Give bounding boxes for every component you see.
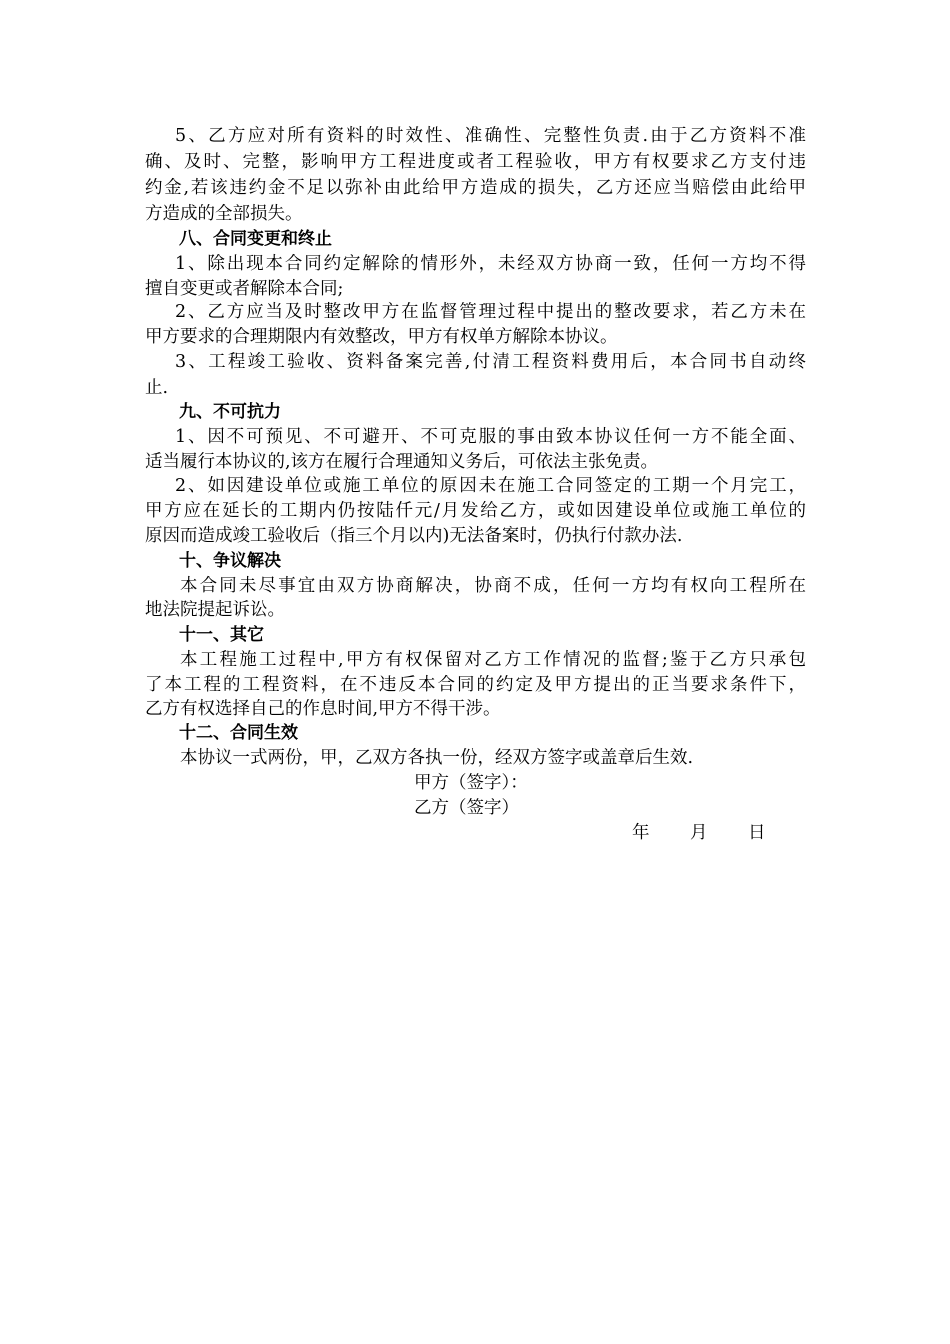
sec7-item5-line1: 5、乙方应对所有资料的时效性、准确性、完整性负责.由于乙方资料不准 xyxy=(175,126,806,146)
sec8-item3-line2: 止. xyxy=(145,378,169,398)
section12-heading: 十二、合同生效 xyxy=(179,723,298,743)
sec11-line1: 本工程施工过程中,甲方有权保留对乙方工作情况的监督;鉴于乙方只承包 xyxy=(180,650,806,670)
section9-heading: 九、不可抗力 xyxy=(179,402,281,422)
section8-heading: 八、合同变更和终止 xyxy=(179,229,332,249)
sec9-item2-line2: 甲方应在延长的工期内仍按陆仟元/月发给乙方，或如因建设单位或施工单位的 xyxy=(145,501,806,521)
date-day: 日 xyxy=(748,823,766,843)
sec9-item1-line2: 适当履行本协议的,该方在履行合理通知义务后，可依法主张免责。 xyxy=(145,452,659,472)
sec7-item5-line4: 方造成的全部损失。 xyxy=(145,204,303,224)
sec11-line2: 了本工程的工程资料，在不违反本合同的约定及甲方提出的正当要求条件下， xyxy=(145,675,806,695)
sec8-item1-line2: 擅自变更或者解除本合同; xyxy=(145,279,344,299)
party-a-signature: 甲方（签字）： xyxy=(414,773,528,793)
sec11-line3: 乙方有权选择自己的作息时间,甲方不得干涉。 xyxy=(145,699,501,719)
sec10-line2: 地法院提起诉讼。 xyxy=(145,600,285,620)
section11-heading: 十一、其它 xyxy=(179,625,264,645)
sec12-line1: 本协议一式两份，甲，乙双方各执一份，经双方签字或盖章后生效. xyxy=(180,748,694,768)
sec9-item1-line1: 1、因不可预见、不可避开、不可克服的事由致本协议任何一方不能全面、 xyxy=(175,427,806,447)
sec8-item3-line1: 3、工程竣工验收、资料备案完善,付清工程资料费用后，本合同书自动终 xyxy=(175,352,806,372)
sec7-item5-line2: 确、及时、完整，影响甲方工程进度或者工程验收，甲方有权要求乙方支付违 xyxy=(145,152,806,172)
sec9-item2-line1: 2、如因建设单位或施工单位的原因未在施工合同签定的工期一个月完工， xyxy=(175,476,806,496)
sec9-item2-line3: 原因而造成竣工验收后（指三个月以内)无法备案时，仍执行付款办法. xyxy=(145,526,683,546)
sec8-item2-line2: 甲方要求的合理期限内有效整改，甲方有权单方解除本协议。 xyxy=(145,327,618,347)
date-month: 月 xyxy=(690,823,708,843)
section10-heading: 十、争议解决 xyxy=(179,551,281,571)
sec10-line1: 本合同未尽事宜由双方协商解决，协商不成，任何一方均有权向工程所在 xyxy=(180,576,806,596)
sec8-item2-line1: 2、乙方应当及时整改甲方在监督管理过程中提出的整改要求，若乙方未在 xyxy=(175,302,806,322)
sec7-item5-line3: 约金,若该违约金不足以弥补由此给甲方造成的损失，乙方还应当赔偿由此给甲 xyxy=(145,178,806,198)
party-b-signature: 乙方（签字） xyxy=(414,798,519,818)
date-year: 年 xyxy=(632,823,650,843)
sec8-item1-line1: 1、除出现本合同约定解除的情形外，未经双方协商一致，任何一方均不得 xyxy=(175,254,806,274)
